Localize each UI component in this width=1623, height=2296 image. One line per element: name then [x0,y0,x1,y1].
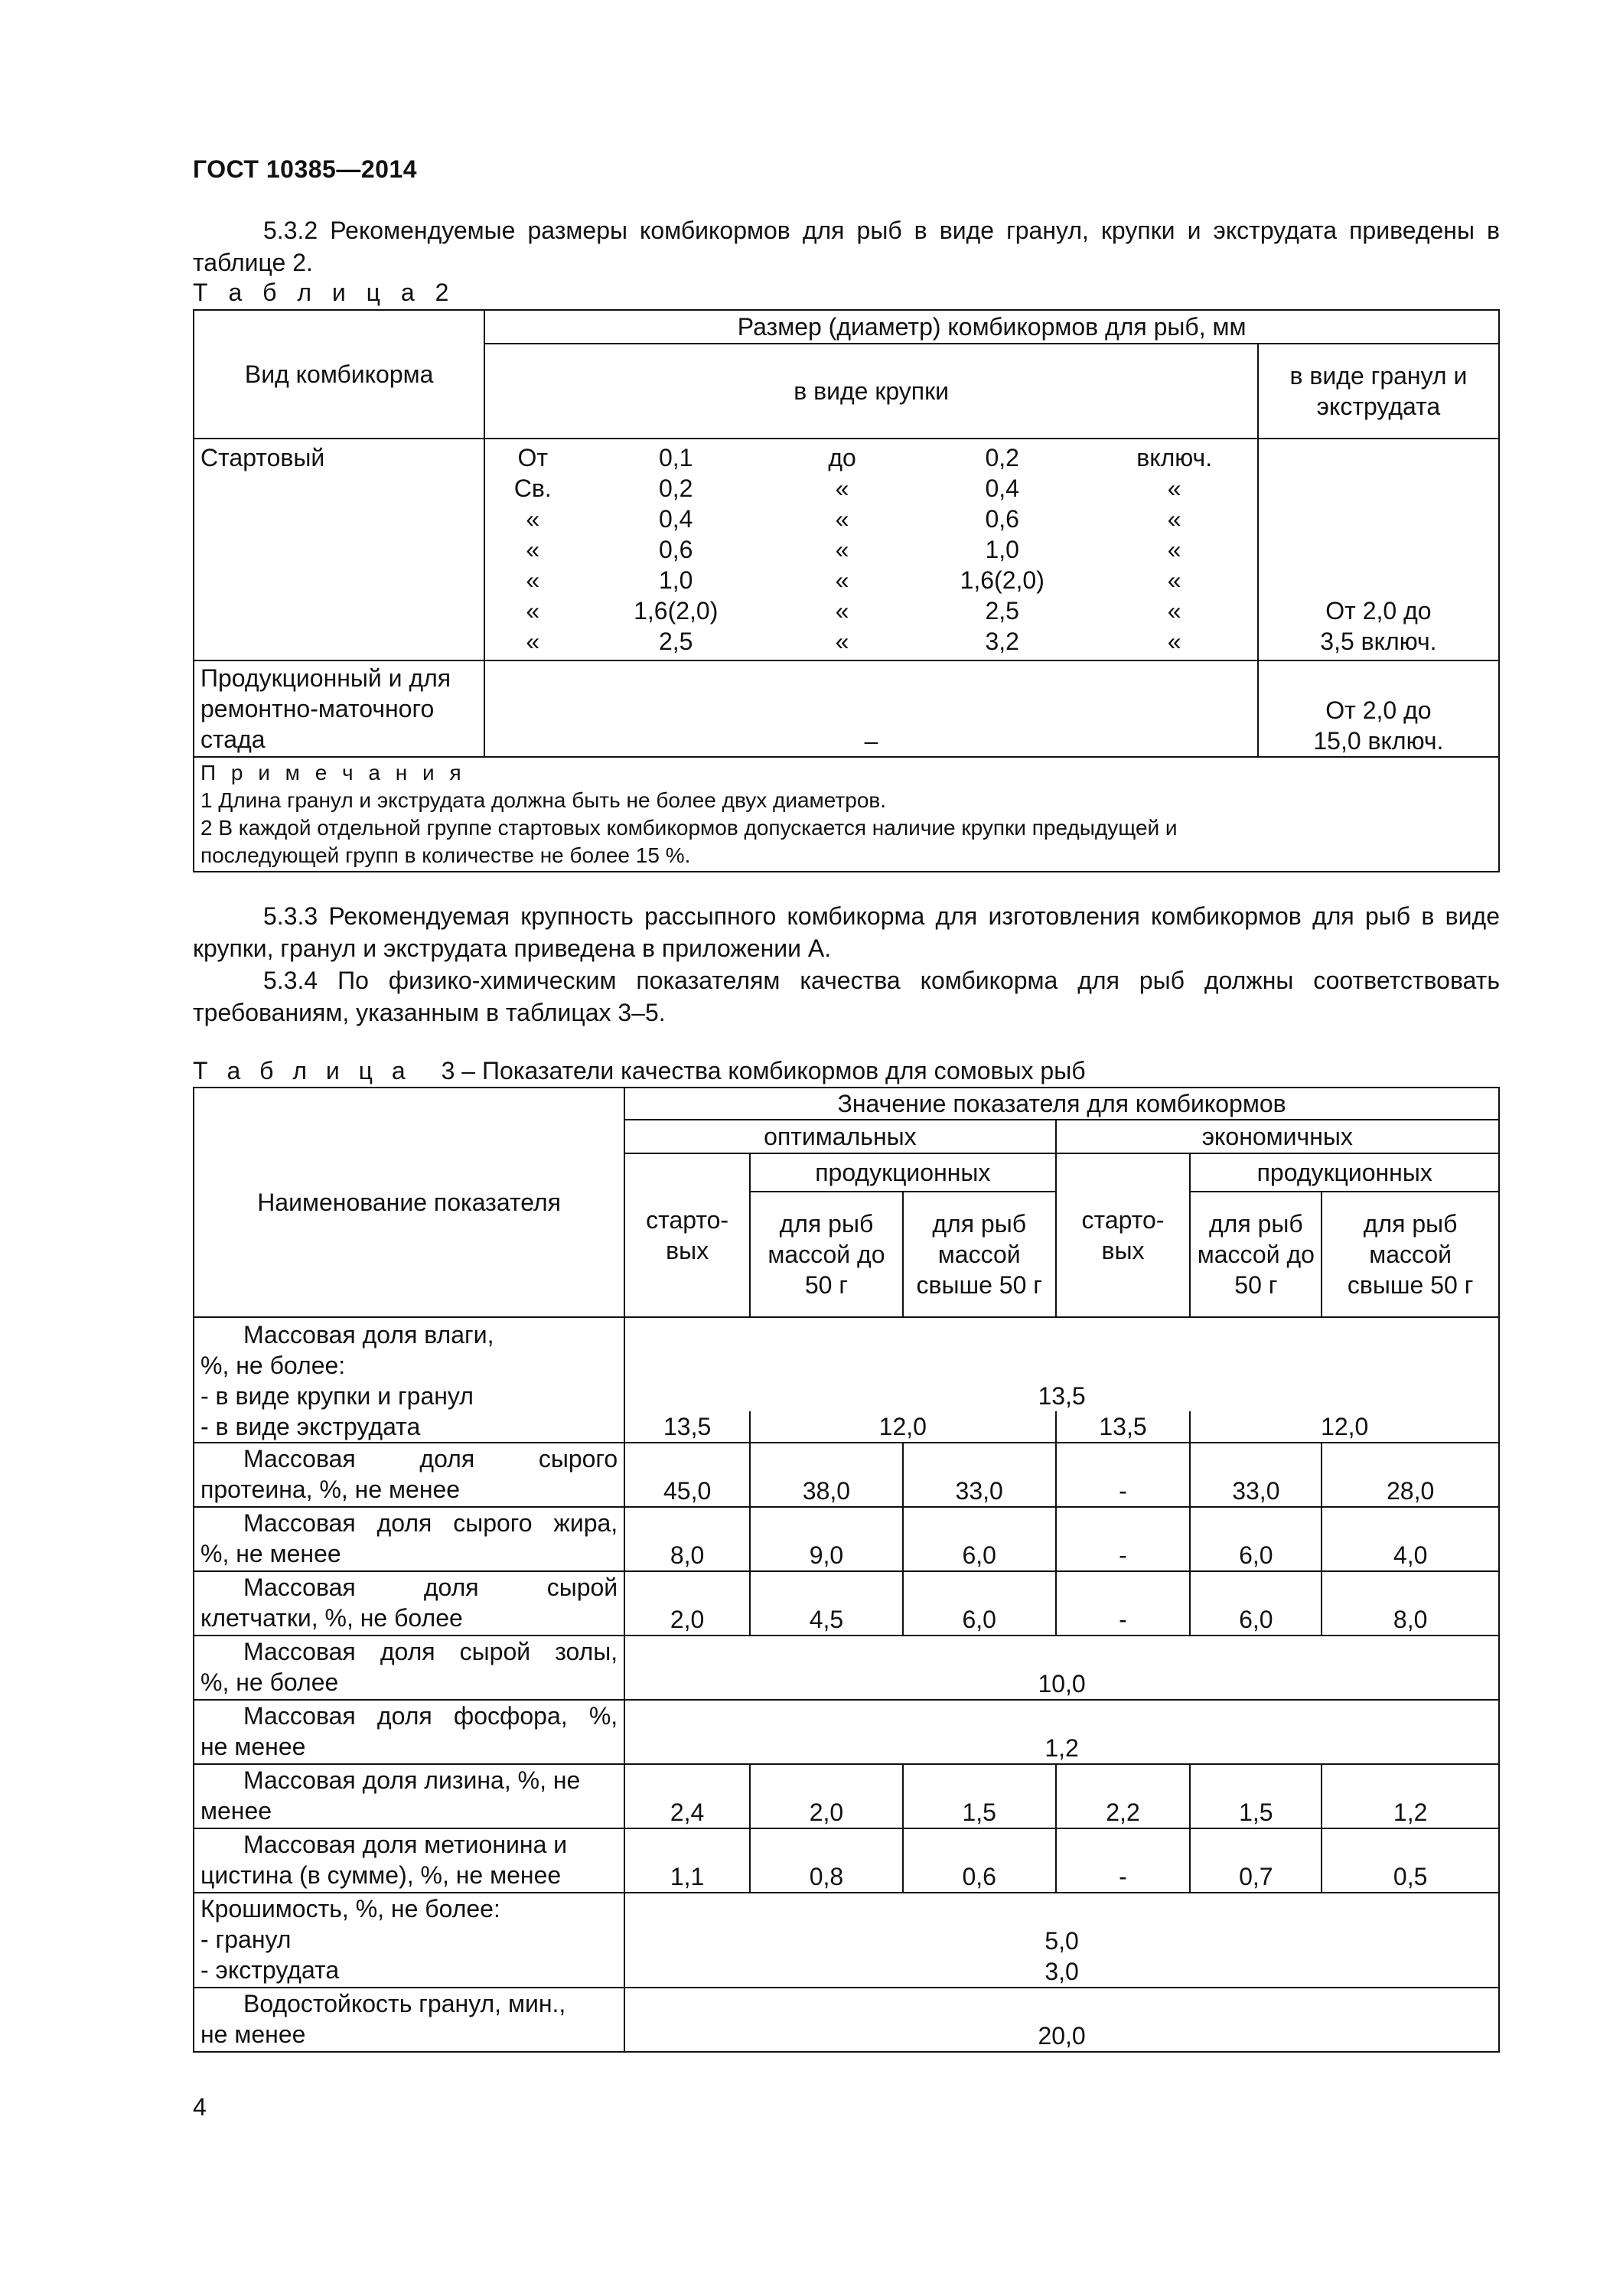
t3-fat-v4: - [1056,1507,1191,1571]
t3-fibre-v3: 6,0 [903,1571,1056,1636]
t3-phos-value: 1,2 [624,1700,1499,1764]
t3-fat-v6: 4,0 [1322,1507,1499,1571]
t2-col-d [913,439,1092,660]
t2-prod-granule-1: От 2,0 до [1325,696,1432,724]
t3-header-optimal: оптимальных [624,1120,1055,1153]
t2-r4-a: « [526,566,540,594]
t2-r6-e: « [1167,628,1181,655]
t3-moisture-label [194,1317,624,1411]
t2-r0-d: 0,2 [985,444,1019,471]
t3-moisture-crumb-value: 13,5 [624,1317,1499,1411]
t3-methionine-v1: 1,1 [624,1828,750,1893]
t2-r3-d: 1,0 [985,536,1019,563]
t2-r3-e: « [1167,536,1181,563]
t3-header-opt-upto50: для рыб массой до 50 г [750,1192,903,1317]
t3-header-start-opt: старто-вых [624,1153,750,1317]
t3-header-prod-opt: продукционных [750,1153,1056,1192]
paragraph-5-3-2: 5.3.2 Рекомендуемые размеры комбикормов для рыб в виде гранул, крупки и экструдата приведены в таблице 2. [193,217,1500,276]
t3-fibre-v6: 8,0 [1322,1571,1499,1636]
t2-r3-a: « [526,536,540,563]
t2-note-2: 2 В каждой отдельной группе стартовых комбикормов допускается наличие крупки предыдущей и последующей групп в количестве не более 15 %. [200,816,1178,867]
paragraph-5-3-4: 5.3.4 По физико-химическим показателям качества комбикорма для рыб должны соответствовать требованиям, указанным в таблицах 3–5. [193,967,1500,1026]
t3-moisture-line2: %, не более: [200,1352,346,1379]
t3-methionine-v2: 0,8 [750,1828,903,1893]
t3-lysine-v1: 2,4 [624,1764,750,1828]
table2-caption: Т а б л и ц а 2 [193,279,456,306]
t3-header-start-eco: старто-вых [1056,1153,1191,1317]
t2-r5-e: « [1167,597,1181,625]
t2-start-granule-1: От 2,0 до [1325,597,1432,625]
t2-r2-b: 0,4 [658,505,693,533]
t2-r1-a: Св. [513,475,552,502]
t3-lysine-v5: 1,5 [1190,1764,1322,1828]
t2-r1-c: « [835,475,849,502]
t2-prod-label: Продукционный и для ремонтно-маточного стада [194,660,484,757]
t3-protein-v1: 45,0 [624,1443,750,1507]
t3-fat-label: Массовая доля сырого жира, %, не менее [194,1507,624,1571]
table-2 [193,309,1500,872]
t2-r2-c: « [835,505,849,533]
t2-header-granule: в виде гранул и экструдата [1258,344,1499,439]
t2-r5-d: 2,5 [985,597,1019,625]
table3-caption-title: 3 – Показатели качества комбикормов для сомовых рыб [441,1057,1086,1084]
t3-fat-v2: 9,0 [750,1507,903,1571]
t3-lysine-v2: 2,0 [750,1764,903,1828]
table3-caption-label: Т а б л и ц а [193,1057,412,1084]
t2-r4-b: 1,0 [658,566,693,594]
t2-header-crumb: в виде крупки [484,344,1258,439]
t3-friability-line1: Крошимость, %, не более: [200,1895,500,1923]
document-header: ГОСТ 10385—2014 [193,155,418,183]
t2-notes [194,757,1499,872]
t2-start-granule [1258,439,1499,660]
t3-header-value: Значение показателя для комбикормов [624,1088,1499,1120]
t3-fibre-v2: 4,5 [750,1571,903,1636]
t2-col-b [580,439,771,660]
t2-r3-b: 0,6 [658,536,693,563]
t3-header-eco-upto50: для рыб массой до 50 г [1190,1192,1322,1317]
t2-header-kind: Вид комбикорма [194,310,484,439]
t3-moisture-extr-v1: 13,5 [624,1411,750,1443]
t3-phos-label: Массовая доля фосфора, %, не менее [194,1700,624,1764]
t2-r1-b: 0,2 [658,475,693,502]
t3-water-label: Водостойкость гранул, мин., не менее [194,1988,624,2052]
t2-start-granule-2: 3,5 включ. [1320,628,1437,655]
t3-friability-line2: - гранул [200,1926,292,1953]
t3-fibre-v1: 2,0 [624,1571,750,1636]
t3-fat-v5: 6,0 [1190,1507,1322,1571]
t2-note-1: 1 Длина гранул и экструдата должна быть не более двух диаметров. [200,788,887,812]
t3-protein-v2: 38,0 [750,1443,903,1507]
t2-start-label: Стартовый [194,439,484,660]
t3-protein-v5: 33,0 [1190,1443,1322,1507]
t3-friability-line3: - экструдата [200,1956,340,1984]
t2-r6-a: « [526,628,540,655]
t3-moisture-extr-label: - в виде экструдата [194,1411,624,1443]
t3-fibre-v5: 6,0 [1190,1571,1322,1636]
t3-moisture-line3: - в виде крупки и гранул [200,1382,474,1410]
t3-protein-v4: - [1056,1443,1191,1507]
t3-protein-v6: 28,0 [1322,1443,1499,1507]
t3-header-prod-eco: продукционных [1190,1153,1499,1192]
t3-lysine-v3: 1,5 [903,1764,1056,1828]
t2-notes-title: П р и м е ч а н и я [200,761,466,784]
t3-fat-v3: 6,0 [903,1507,1056,1571]
t2-r5-c: « [835,597,849,625]
t3-header-eco-over50: для рыб массой свыше 50 г [1322,1192,1499,1317]
t3-lysine-v6: 1,2 [1322,1764,1499,1828]
t2-r2-a: « [526,505,540,533]
t3-methionine-v6: 0,5 [1322,1828,1499,1893]
table3-caption [193,1057,1086,1085]
page-number: 4 [193,2093,207,2121]
t3-fat-v1: 8,0 [624,1507,750,1571]
t2-r0-e: включ. [1136,444,1213,471]
t3-water-value: 20,0 [624,1988,1499,2052]
t2-r4-e: « [1167,566,1181,594]
t2-r5-b: 1,6(2,0) [634,597,719,625]
t2-r0-c: до [828,444,856,471]
t3-methionine-v4: - [1056,1828,1191,1893]
t2-r6-d: 3,2 [985,628,1019,655]
t2-r5-a: « [526,597,540,625]
t3-friability-v1: 5,0 [1045,1927,1079,1955]
t3-lysine-label: Массовая доля лизина, %, не менее [194,1764,624,1828]
t2-r2-e: « [1167,505,1181,533]
t3-friability-v2: 3,0 [1045,1958,1079,1985]
t2-prod-granule [1258,660,1499,757]
t3-friability-values [624,1893,1499,1988]
t3-fibre-label: Массовая доля сырой клетчатки, %, не более [194,1571,624,1636]
t3-methionine-v3: 0,6 [903,1828,1056,1893]
t2-r6-b: 2,5 [658,628,693,655]
t2-r2-d: 0,6 [985,505,1019,533]
t3-fibre-v4: - [1056,1571,1191,1636]
t2-col-e [1092,439,1258,660]
t3-moisture-extr-v4: 12,0 [1190,1411,1499,1443]
t3-header-name: Наименование показателя [194,1088,624,1317]
t2-prod-granule-2: 15,0 включ. [1313,727,1444,755]
t2-r4-c: « [835,566,849,594]
table-3 [193,1087,1500,2053]
t3-lysine-v4: 2,2 [1056,1764,1191,1828]
t3-protein-label: Массовая доля сырого протеина, %, не менее [194,1443,624,1507]
t2-r6-c: « [835,628,849,655]
t2-r4-d: 1,6(2,0) [960,566,1045,594]
t3-friability-label [194,1893,624,1988]
t3-methionine-label: Массовая доля метионина и цистина (в сумме), %, не менее [194,1828,624,1893]
t3-moisture-extr-v2: 12,0 [750,1411,1056,1443]
t2-prod-crumb: – [484,660,1258,757]
t3-header-economic: экономичных [1056,1120,1499,1153]
t3-moisture-line1: Массовая доля влаги, [243,1321,494,1349]
paragraph-5-3-3: 5.3.3 Рекомендуемая крупность рассыпного комбикорма для изготовления комбикормов для рыб в виде крупки, гранул и экструдата приведена в приложении А. [193,902,1500,962]
t3-protein-v3: 33,0 [903,1443,1056,1507]
t2-r0-a: От [517,444,549,471]
t2-r1-e: « [1167,475,1181,502]
t3-ash-value: 10,0 [624,1636,1499,1700]
t2-r1-d: 0,4 [985,475,1019,502]
t2-col-a [484,439,580,660]
t2-r0-b: 0,1 [658,444,693,471]
t3-methionine-v5: 0,7 [1190,1828,1322,1893]
t3-header-opt-over50: для рыб массой свыше 50 г [903,1192,1056,1317]
t3-ash-label: Массовая доля сырой золы, %, не более [194,1636,624,1700]
t2-header-size: Размер (диаметр) комбикормов для рыб, мм [484,310,1499,344]
t3-moisture-extr-v3: 13,5 [1056,1411,1191,1443]
t2-col-c [771,439,913,660]
t2-r3-c: « [835,536,849,563]
